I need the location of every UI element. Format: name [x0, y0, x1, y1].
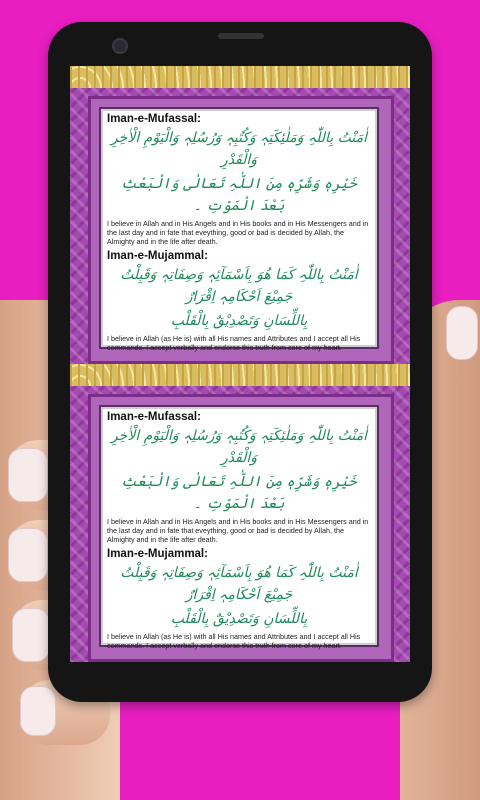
- thumbnail: [446, 306, 478, 360]
- fingernail: [8, 448, 48, 502]
- decorative-border: [70, 386, 410, 662]
- fingernail: [8, 528, 48, 582]
- inner-frame: [88, 96, 394, 364]
- decorative-border: [70, 88, 410, 364]
- arabic-text: اٰمَنْتُ بِاللّٰہِ وَمَلٰئِکَتِہٖ وَکُتُبِہٖ وَرُسُلِہٖ وَالْیَوْمِ الْاٰخِرِ وَالْقَدْرِ: [110, 428, 368, 466]
- front-camera-icon: [112, 38, 128, 54]
- heading-mufassal: Iman-e-Mufassal:: [107, 411, 201, 423]
- iman-panel: [70, 364, 410, 662]
- decorative-frieze: [70, 364, 410, 386]
- arabic-text: خَیْرِہٖ وَشَرِّہٖ مِنَ اللّٰہِ تَعَالٰی وَالْبَعْثِ بَعْدَ الْمَوْتِ ۔: [121, 176, 357, 214]
- text-card: [99, 405, 379, 650]
- earpiece-speaker: [218, 33, 264, 39]
- arabic-text: اٰمَنْتُ بِاللّٰہِ وَمَلٰئِکَتِہٖ وَکُتُبِہٖ وَرُسُلِہٖ وَالْیَوْمِ الْاٰخِرِ وَالْقَدْرِ: [110, 130, 368, 168]
- heading-mujammal: Iman-e-Mujammal:: [107, 548, 208, 560]
- heading-mufassal: Iman-e-Mufassal:: [107, 113, 201, 125]
- arabic-text: خَیْرِہٖ وَشَرِّہٖ مِنَ اللّٰہِ تَعَالٰی وَالْبَعْثِ بَعْدَ الْمَوْتِ ۔: [121, 474, 357, 512]
- phone-device: [48, 22, 432, 702]
- inner-frame: [88, 394, 394, 662]
- fingernail: [12, 608, 50, 662]
- phone-screen[interactable]: [70, 66, 410, 662]
- translation-text: I believe in Allah and in His Angels and in His books and in His Messengers and in the last day and in fate that eveything, good or bad is decided by Allah, the Almighty and in the life after death.: [107, 219, 369, 246]
- arabic-text: بِاللِّسَانِ وَتَصْدِیْقٌ بِالْقَلْبِ: [170, 313, 308, 329]
- translation-text: I believe in Allah (as He is) with all His names and Attributes and I accept all His commands. I accept verbally and endorse this truth from core of my heart.: [107, 334, 361, 352]
- decorative-frieze: [70, 66, 410, 88]
- text-card: [99, 107, 379, 352]
- iman-panel: [70, 66, 410, 364]
- arabic-text: اٰمَنْتُ بِاللّٰہِ کَمَا ھُوَ بِاَسْمَآئِہٖ وَصِفَاتِہٖ وَقَبِلْتُ جَمِیْعَ اَحْکَامِہٖ اِقْرَارٌ: [120, 565, 358, 603]
- translation-text: I believe in Allah (as He is) with all His names and Attributes and I accept all His commands. I accept verbally and endorse this truth from core of my heart.: [107, 632, 361, 650]
- arabic-text: اٰمَنْتُ بِاللّٰہِ کَمَا ھُوَ بِاَسْمَآئِہٖ وَصِفَاتِہٖ وَقَبِلْتُ جَمِیْعَ اَحْکَامِہٖ اِقْرَارٌ: [120, 267, 358, 305]
- fingernail: [20, 686, 56, 736]
- translation-text: I believe in Allah and in His Angels and in His books and in His Messengers and in the last day and in fate that eveything, good or bad is decided by Allah, the Almighty and in the life after death.: [107, 517, 369, 544]
- heading-mujammal: Iman-e-Mujammal:: [107, 250, 208, 262]
- arabic-text: بِاللِّسَانِ وَتَصْدِیْقٌ بِالْقَلْبِ: [170, 611, 308, 627]
